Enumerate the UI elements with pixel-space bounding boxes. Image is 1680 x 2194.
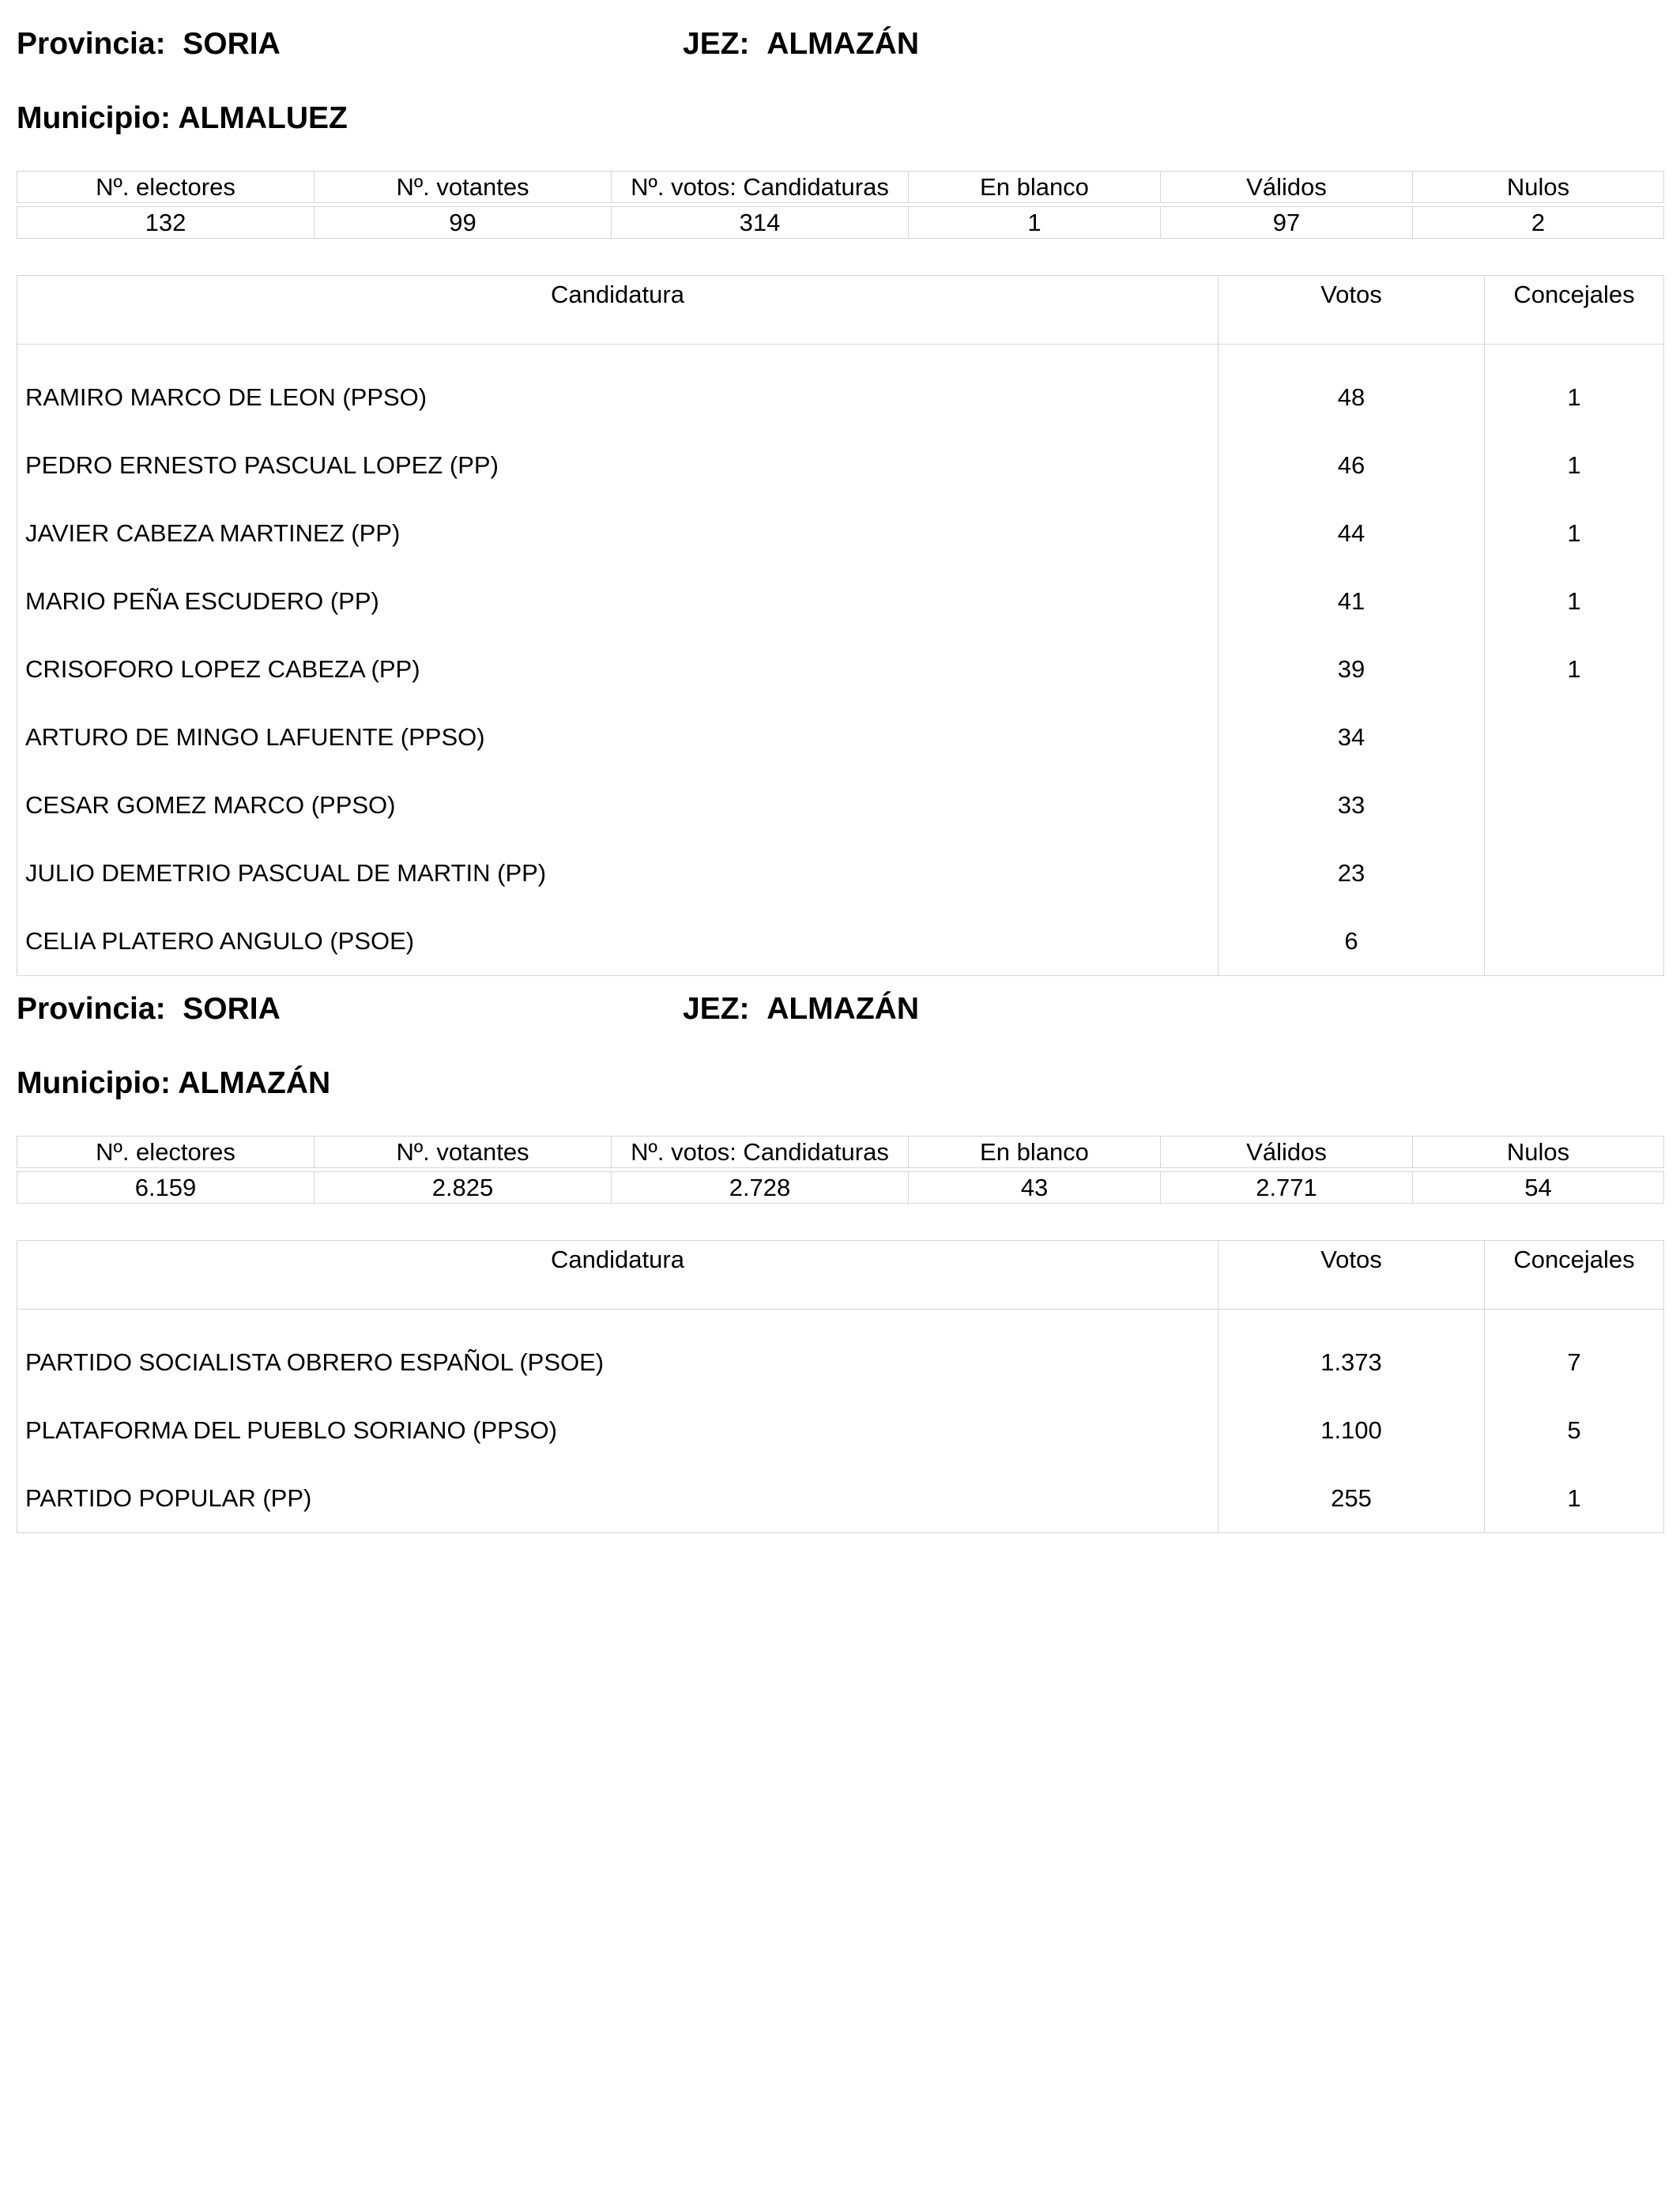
stats-value: 2.771 bbox=[1161, 1172, 1413, 1204]
candidate-votos: 44 bbox=[1219, 499, 1485, 567]
jez-label: JEZ: bbox=[683, 27, 750, 61]
candidate-votos: 1.373 bbox=[1219, 1310, 1485, 1397]
candidate-name: CRISOFORO LOPEZ CABEZA (PP) bbox=[17, 635, 1219, 703]
stats-header: Nº. electores bbox=[17, 172, 315, 203]
stats-value-row bbox=[17, 207, 1664, 239]
jez-line bbox=[683, 27, 919, 62]
stats-value: 97 bbox=[1161, 207, 1413, 239]
provincia-jez-header bbox=[17, 986, 1663, 1033]
stats-table bbox=[17, 1136, 1664, 1204]
candidate-name: PARTIDO POPULAR (PP) bbox=[17, 1465, 1219, 1533]
provincia-label: Provincia: bbox=[17, 27, 166, 61]
stats-header: Nº. votantes bbox=[315, 1137, 612, 1168]
candidate-name: CESAR GOMEZ MARCO (PPSO) bbox=[17, 771, 1219, 839]
candidate-concejales bbox=[1485, 839, 1664, 907]
provincia-value: SORIA bbox=[183, 27, 281, 61]
table-row bbox=[17, 635, 1664, 703]
candidate-concejales: 7 bbox=[1485, 1310, 1664, 1397]
concejales-header: Concejales bbox=[1485, 1241, 1664, 1310]
municipio-section-almazan bbox=[17, 986, 1663, 1533]
stats-value: 132 bbox=[17, 207, 315, 239]
candidate-name: JULIO DEMETRIO PASCUAL DE MARTIN (PP) bbox=[17, 839, 1219, 907]
candidate-concejales: 1 bbox=[1485, 567, 1664, 635]
candidate-concejales: 5 bbox=[1485, 1397, 1664, 1465]
stats-value: 2 bbox=[1413, 207, 1664, 239]
candidate-concejales: 1 bbox=[1485, 499, 1664, 567]
stats-value: 314 bbox=[612, 207, 909, 239]
candidate-concejales: 1 bbox=[1485, 635, 1664, 703]
candidate-name: PEDRO ERNESTO PASCUAL LOPEZ (PP) bbox=[17, 432, 1219, 499]
stats-header: Nº. votos: Candidaturas bbox=[612, 1137, 909, 1168]
candidate-concejales: 1 bbox=[1485, 432, 1664, 499]
jez-value: ALMAZÁN bbox=[767, 992, 919, 1026]
municipio-title bbox=[17, 95, 1663, 142]
stats-value: 54 bbox=[1413, 1172, 1664, 1204]
provincia-line bbox=[17, 27, 281, 62]
provincia-label: Provincia: bbox=[17, 992, 166, 1026]
provincia-jez-header bbox=[17, 21, 1663, 68]
municipio-value: ALMAZÁN bbox=[178, 1066, 331, 1100]
candidatura-table bbox=[17, 275, 1664, 976]
provincia-line bbox=[17, 992, 281, 1027]
stats-header-row bbox=[17, 172, 1664, 203]
stats-value: 1 bbox=[909, 207, 1161, 239]
candidate-votos: 41 bbox=[1219, 567, 1485, 635]
candidate-concejales bbox=[1485, 907, 1664, 976]
stats-header: Nº. votantes bbox=[315, 172, 612, 203]
table-row bbox=[17, 907, 1664, 976]
stats-value: 2.728 bbox=[612, 1172, 909, 1204]
stats-table bbox=[17, 171, 1664, 239]
candidatura-header: Candidatura bbox=[17, 1241, 1219, 1310]
stats-header: Nº. votos: Candidaturas bbox=[612, 172, 909, 203]
candidate-name: PARTIDO SOCIALISTA OBRERO ESPAÑOL (PSOE) bbox=[17, 1310, 1219, 1397]
table-row bbox=[17, 771, 1664, 839]
concejales-header: Concejales bbox=[1485, 276, 1664, 345]
candidate-concejales bbox=[1485, 703, 1664, 771]
municipio-label: Municipio: bbox=[17, 101, 171, 135]
jez-value: ALMAZÁN bbox=[767, 27, 919, 61]
candidatura-header-row bbox=[17, 1241, 1664, 1310]
municipio-section-almaluez bbox=[17, 21, 1663, 976]
table-row bbox=[17, 703, 1664, 771]
candidate-concejales: 1 bbox=[1485, 1465, 1664, 1533]
candidate-name: CELIA PLATERO ANGULO (PSOE) bbox=[17, 907, 1219, 976]
jez-label: JEZ: bbox=[683, 992, 750, 1026]
candidate-votos: 46 bbox=[1219, 432, 1485, 499]
table-row bbox=[17, 345, 1664, 432]
candidate-concejales bbox=[1485, 771, 1664, 839]
candidate-votos: 23 bbox=[1219, 839, 1485, 907]
stats-header: Nulos bbox=[1413, 172, 1664, 203]
jez-line bbox=[683, 992, 919, 1027]
candidate-votos: 33 bbox=[1219, 771, 1485, 839]
votos-header: Votos bbox=[1219, 276, 1485, 345]
candidatura-table bbox=[17, 1240, 1664, 1533]
stats-header: En blanco bbox=[909, 172, 1161, 203]
municipio-title bbox=[17, 1060, 1663, 1107]
candidate-name: MARIO PEÑA ESCUDERO (PP) bbox=[17, 567, 1219, 635]
candidate-concejales: 1 bbox=[1485, 345, 1664, 432]
stats-header-row bbox=[17, 1137, 1664, 1168]
votos-header: Votos bbox=[1219, 1241, 1485, 1310]
candidate-votos: 6 bbox=[1219, 907, 1485, 976]
table-row bbox=[17, 1397, 1664, 1465]
table-row bbox=[17, 1465, 1664, 1533]
stats-header: Válidos bbox=[1161, 172, 1413, 203]
stats-header: Válidos bbox=[1161, 1137, 1413, 1168]
candidate-votos: 34 bbox=[1219, 703, 1485, 771]
candidatura-header: Candidatura bbox=[17, 276, 1219, 345]
municipio-label: Municipio: bbox=[17, 1066, 171, 1100]
candidate-votos: 48 bbox=[1219, 345, 1485, 432]
table-row bbox=[17, 839, 1664, 907]
provincia-value: SORIA bbox=[183, 992, 281, 1026]
candidate-name: ARTURO DE MINGO LAFUENTE (PPSO) bbox=[17, 703, 1219, 771]
table-row bbox=[17, 567, 1664, 635]
candidatura-header-row bbox=[17, 276, 1664, 345]
candidate-votos: 1.100 bbox=[1219, 1397, 1485, 1465]
stats-value: 2.825 bbox=[315, 1172, 612, 1204]
stats-header: Nulos bbox=[1413, 1137, 1664, 1168]
stats-value: 6.159 bbox=[17, 1172, 315, 1204]
candidate-name: JAVIER CABEZA MARTINEZ (PP) bbox=[17, 499, 1219, 567]
stats-header: Nº. electores bbox=[17, 1137, 315, 1168]
table-row bbox=[17, 1310, 1664, 1397]
table-row bbox=[17, 432, 1664, 499]
stats-value: 99 bbox=[315, 207, 612, 239]
candidate-votos: 255 bbox=[1219, 1465, 1485, 1533]
stats-value: 43 bbox=[909, 1172, 1161, 1204]
candidate-votos: 39 bbox=[1219, 635, 1485, 703]
table-row bbox=[17, 499, 1664, 567]
stats-header: En blanco bbox=[909, 1137, 1161, 1168]
municipio-value: ALMALUEZ bbox=[178, 101, 348, 135]
candidate-name: PLATAFORMA DEL PUEBLO SORIANO (PPSO) bbox=[17, 1397, 1219, 1465]
candidate-name: RAMIRO MARCO DE LEON (PPSO) bbox=[17, 345, 1219, 432]
stats-value-row bbox=[17, 1172, 1664, 1204]
